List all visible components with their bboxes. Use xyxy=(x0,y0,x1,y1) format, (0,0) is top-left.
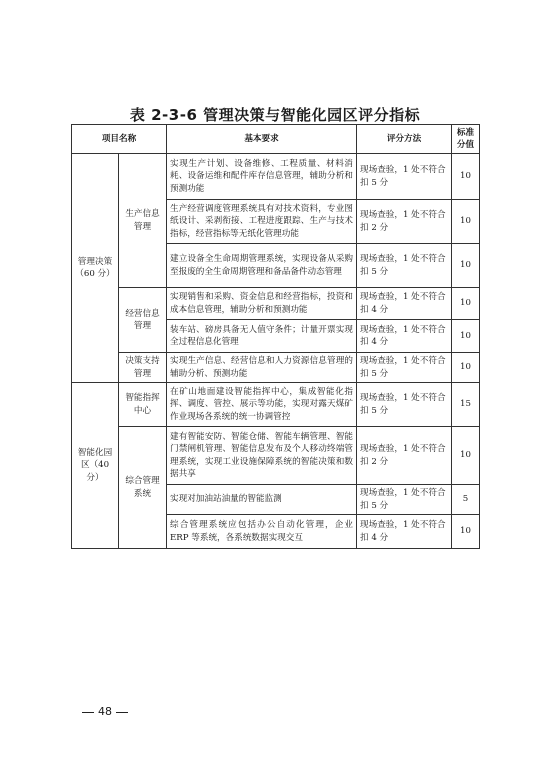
method-cell: 现场查验，1 处不符合扣 5 分 xyxy=(357,154,452,200)
method-cell: 现场查验，1 处不符合扣 5 分 xyxy=(357,383,452,427)
score-cell: 10 xyxy=(452,244,480,288)
method-cell: 现场查验，1 处不符合扣 5 分 xyxy=(357,353,452,383)
requirement-cell: 实现生产计划、设备维修、工程质量、材料消耗、设备运维和配件库存信息管理，辅助分析和预测功能 xyxy=(167,154,357,200)
score-cell: 10 xyxy=(452,515,480,549)
requirement-cell: 实现生产信息、经营信息和人力资源信息管理的辅助分析、预测功能 xyxy=(167,353,357,383)
score-cell: 15 xyxy=(452,383,480,427)
header-score: 标准分值 xyxy=(452,125,480,154)
requirement-cell: 建有智能安防、智能仓储、智能车辆管理、智能门禁闸机管理、智能信息发布及个人移动终端管理系统，实现工业设施保障系统的智能决策和数据共享 xyxy=(167,427,357,485)
method-cell: 现场查验，1 处不符合扣 2 分 xyxy=(357,427,452,485)
table-header-row xyxy=(72,125,480,154)
table-row xyxy=(72,383,480,427)
method-cell: 现场查验，1 处不符合扣 4 分 xyxy=(357,288,452,320)
table-title: 表 2-3-6 管理决策与智能化园区评分指标 xyxy=(129,106,421,124)
page-number: 48 xyxy=(98,705,112,718)
group-business-info: 经营信息管理 xyxy=(119,288,167,353)
method-cell: 现场查验，1 处不符合扣 4 分 xyxy=(357,320,452,353)
method-cell: 现场查验，1 处不符合扣 4 分 xyxy=(357,515,452,549)
score-cell: 10 xyxy=(452,320,480,353)
page-footer xyxy=(78,705,132,718)
group-decision-support: 决策支持管理 xyxy=(119,353,167,383)
table-row xyxy=(72,353,480,383)
category-smart-park: 智能化园区（40 分） xyxy=(72,383,119,549)
score-cell: 10 xyxy=(452,427,480,485)
header-item: 项目名称 xyxy=(72,125,167,154)
table-row xyxy=(72,427,480,485)
header-requirement: 基本要求 xyxy=(167,125,357,154)
score-cell: 10 xyxy=(452,288,480,320)
scoring-table xyxy=(71,124,480,549)
dash-left xyxy=(82,712,94,713)
group-integrated-management: 综合管理系统 xyxy=(119,427,167,549)
method-cell: 现场查验，1 处不符合扣 2 分 xyxy=(357,200,452,244)
score-cell: 10 xyxy=(452,200,480,244)
method-cell: 现场查验，1 处不符合扣 5 分 xyxy=(357,244,452,288)
requirement-cell: 建立设备全生命周期管理系统，实现设备从采购至报废的全生命周期管理和备品备件动态管理 xyxy=(167,244,357,288)
requirement-cell: 综合管理系统应包括办公自动化管理，企业 ERP 等系统，各系统数据实现交互 xyxy=(167,515,357,549)
group-production-info: 生产信息管理 xyxy=(119,154,167,288)
group-command-center: 智能指挥中心 xyxy=(119,383,167,427)
score-cell: 10 xyxy=(452,154,480,200)
score-cell: 5 xyxy=(452,485,480,515)
method-cell: 现场查验，1 处不符合扣 5 分 xyxy=(357,485,452,515)
requirement-cell: 生产经营调度管理系统具有对技术资料，专业图纸设计、采剥衔接、工程进度跟踪、生产与技术指标，经营指标等无纸化管理功能 xyxy=(167,200,357,244)
score-cell: 10 xyxy=(452,353,480,383)
header-method: 评分方法 xyxy=(357,125,452,154)
table-row xyxy=(72,154,480,200)
category-management: 管理决策（60 分） xyxy=(72,154,119,383)
requirement-cell: 装车站、磅房具备无人值守条件；计量开票实现全过程信息化管理 xyxy=(167,320,357,353)
table-row xyxy=(72,288,480,320)
requirement-cell: 实现对加油站油量的智能监测 xyxy=(167,485,357,515)
requirement-cell: 实现销售和采购、资金信息和经营指标，投资和成本信息管理，辅助分析和预测功能 xyxy=(167,288,357,320)
dash-right xyxy=(116,712,128,713)
requirement-cell: 在矿山地面建设智能指挥中心，集成智能化指挥、调度、管控、展示等功能，实现对露天煤矿作业现场各系统的统一协调管控 xyxy=(167,383,357,427)
